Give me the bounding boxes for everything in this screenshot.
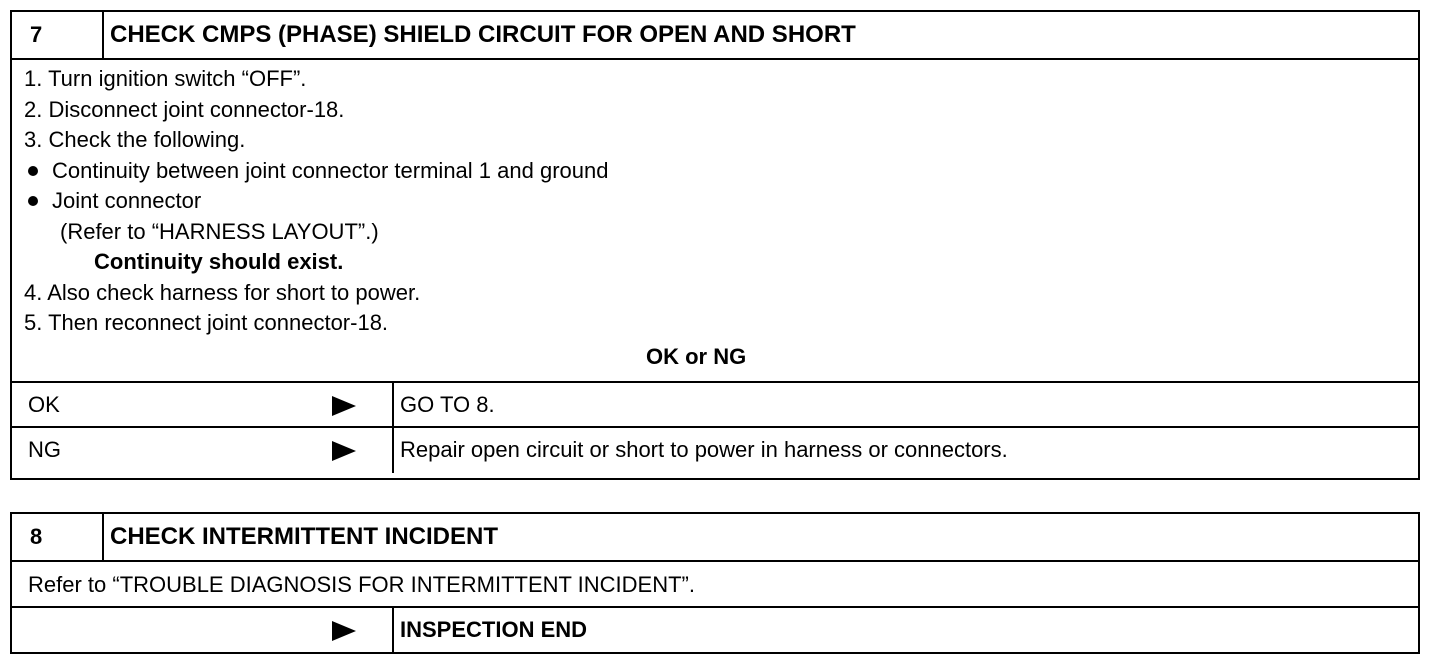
- instruction-4: 4. Also check harness for short to power.: [24, 279, 421, 305]
- bullet-item-continuity: Continuity between joint connector terminal 1 and ground: [24, 156, 1408, 187]
- bullet-item-joint-connector: Joint connector: [24, 186, 1408, 217]
- result-action-end: INSPECTION END: [400, 617, 588, 642]
- expectation: Continuity should exist.: [94, 249, 344, 274]
- result-row-ok: [12, 383, 1418, 428]
- step-8-number: 8: [12, 514, 104, 560]
- right-triangle-icon: [332, 396, 356, 416]
- step-7-box: [10, 10, 1420, 480]
- step-8-box: [10, 512, 1420, 654]
- step-7-number: 7: [12, 12, 104, 58]
- step-7-body: [12, 60, 1418, 383]
- instruction-5: 5. Then reconnect joint connector-18.: [24, 310, 389, 335]
- step-7-header: [12, 12, 1418, 60]
- result-row-end: [12, 608, 1418, 653]
- step-7-title: CHECK CMPS (PHASE) SHIELD CIRCUIT FOR OPEN AND SHORT: [110, 21, 856, 48]
- result-action-ng: Repair open circuit or short to power in harness or connectors.: [400, 437, 1008, 462]
- instruction-1: 1. Turn ignition switch “OFF”.: [24, 66, 307, 91]
- result-row-ng: [12, 428, 1418, 473]
- result-label-ok: OK: [28, 392, 60, 417]
- bullet-dot-icon: [28, 166, 38, 176]
- refer-note: (Refer to “HARNESS LAYOUT”.): [60, 218, 379, 244]
- step-8-refer: Refer to “TROUBLE DIAGNOSIS FOR INTERMITTENT INCIDENT”.: [12, 562, 1418, 608]
- result-label-ng: NG: [28, 437, 61, 462]
- bullet-dot-icon: [28, 196, 38, 206]
- right-triangle-icon: [332, 441, 356, 461]
- instruction-3: 3. Check the following.: [24, 127, 246, 152]
- result-action-ok: GO TO 8.: [400, 392, 495, 417]
- step-8-header: [12, 514, 1418, 562]
- step-8-title: CHECK INTERMITTENT INCIDENT: [110, 523, 498, 550]
- ok-or-ng-label: OK or NG: [646, 344, 747, 369]
- instruction-2: 2. Disconnect joint connector-18.: [24, 96, 345, 122]
- right-triangle-icon: [332, 621, 356, 641]
